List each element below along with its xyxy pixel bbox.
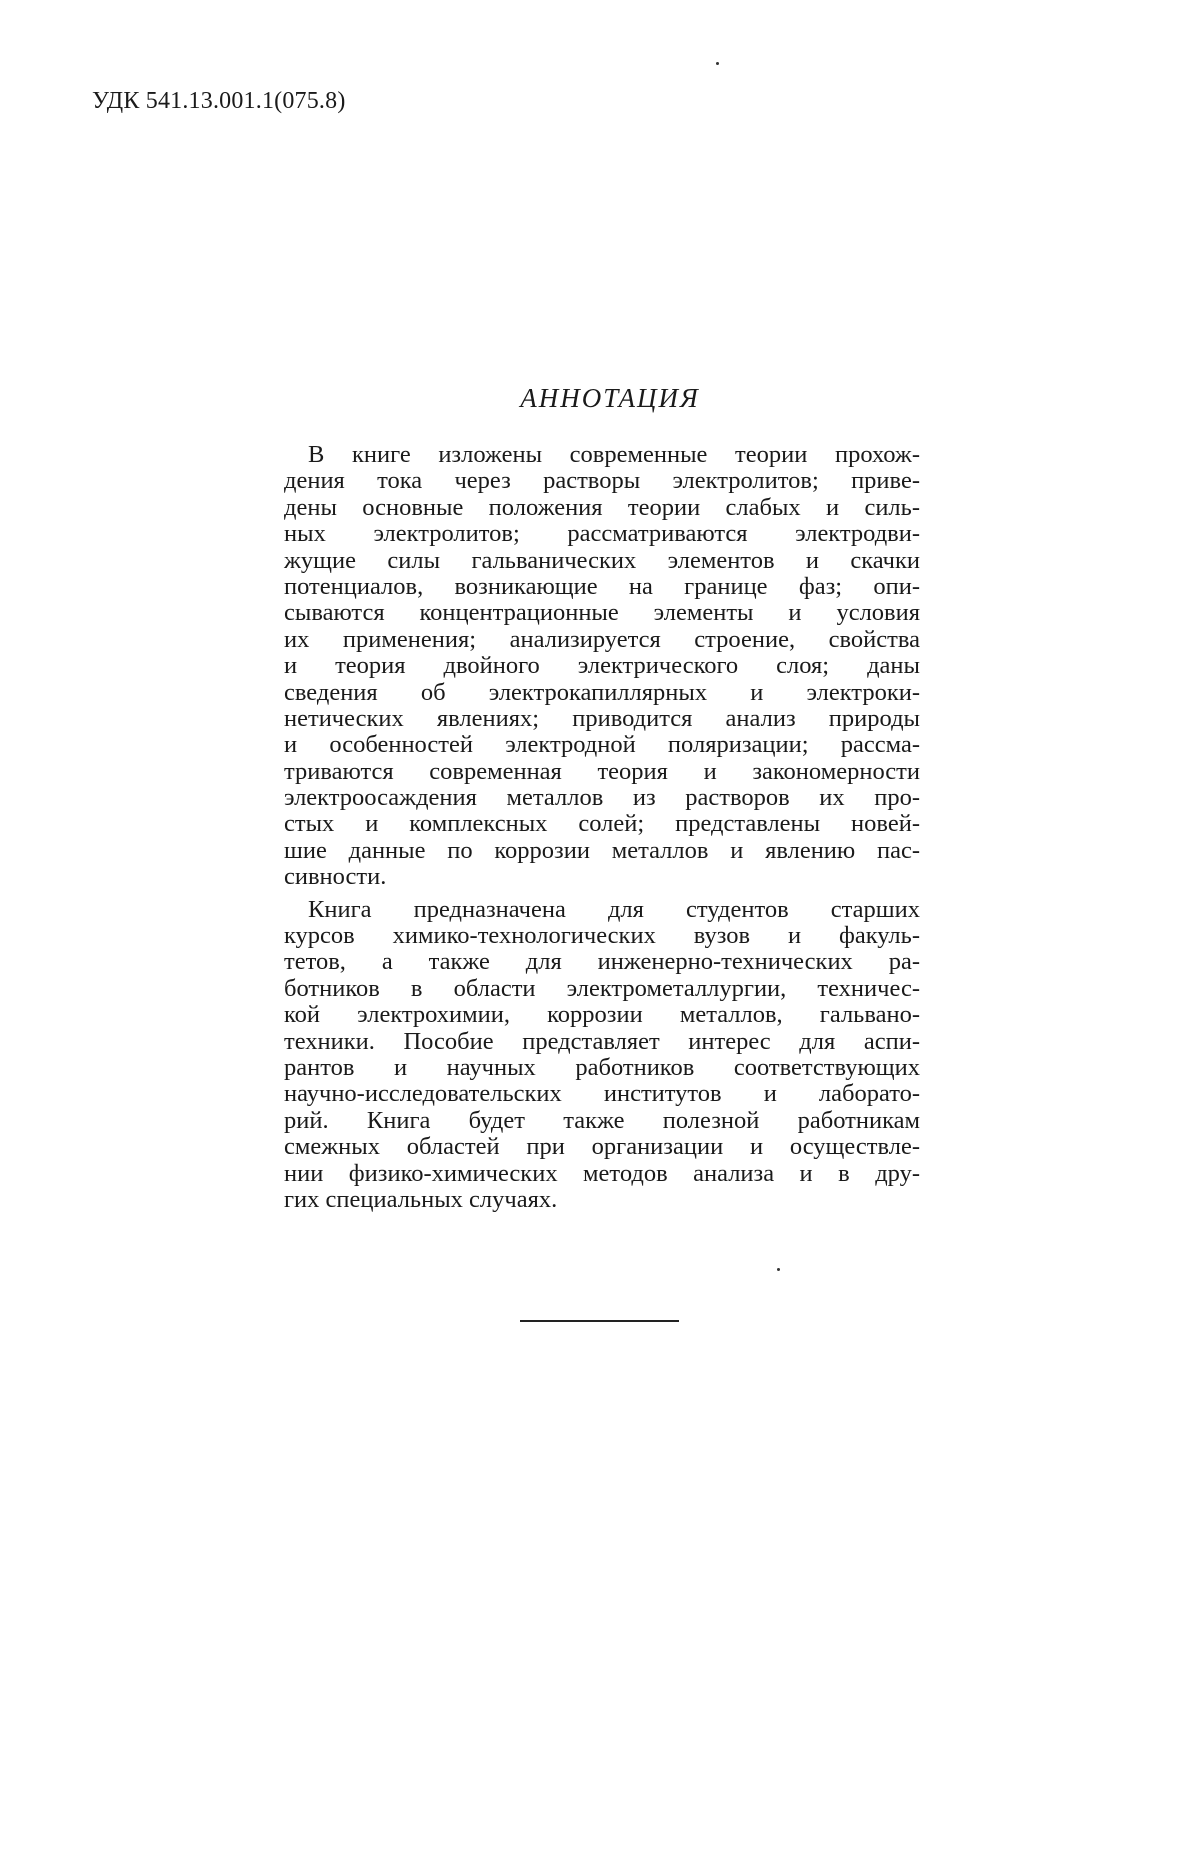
text-line: электроосаждения металлов из растворов их про- bbox=[284, 784, 920, 812]
text-line: техники. Пособие представляет интерес для аспи- bbox=[284, 1027, 920, 1055]
annotation-title: АННОТАЦИЯ bbox=[520, 383, 700, 413]
scan-speck bbox=[777, 1268, 780, 1271]
text-line: триваются современная теория и закономерности bbox=[284, 757, 920, 785]
text-line: рантов и научных работников соответствующих bbox=[284, 1053, 920, 1081]
scan-speck bbox=[716, 62, 719, 65]
text-line: гих специальных случаях. bbox=[284, 1185, 558, 1213]
closing-rule bbox=[520, 1320, 679, 1322]
text-line: В книге изложены современные теории прохож- bbox=[308, 441, 920, 468]
text-line: потенциалов, возникающие на границе фаз; опи- bbox=[284, 572, 920, 600]
annotation-paragraph-2 bbox=[284, 897, 920, 1214]
annotation-paragraph-1 bbox=[284, 442, 920, 891]
udk-code: УДК 541.13.001.1(075.8) bbox=[92, 88, 346, 114]
text-line: жущие силы гальванических элементов и скачки bbox=[284, 546, 920, 574]
text-line: научно-исследовательских институтов и лаборато- bbox=[284, 1080, 920, 1108]
text-line: смежных областей при организации и осуществле- bbox=[284, 1133, 920, 1161]
text-line: сивности. bbox=[284, 863, 387, 891]
text-line: курсов химико-технологических вузов и факуль- bbox=[284, 922, 920, 950]
text-line: дения тока через растворы электролитов; приве- bbox=[284, 467, 920, 495]
text-line: нии физико-химических методов анализа и в дру- bbox=[284, 1159, 920, 1187]
text-line: дены основные положения теории слабых и силь- bbox=[284, 493, 920, 521]
text-line: сведения об электрокапиллярных и электроки- bbox=[284, 678, 920, 706]
text-line: ных электролитов; рассматриваются электродви- bbox=[284, 520, 920, 548]
text-line: тетов, а также для инженерно-технических ра- bbox=[284, 948, 920, 976]
text-line: кой электрохимии, коррозии металлов, гальвано- bbox=[284, 1001, 920, 1029]
annotation-body bbox=[284, 442, 920, 1213]
text-line: и особенностей электродной поляризации; рассма- bbox=[284, 731, 920, 759]
text-line: нетических явлениях; приводится анализ природы bbox=[284, 704, 920, 732]
text-line: ботников в области электрометаллургии, техничес- bbox=[284, 974, 920, 1002]
text-line: и теория двойного электрического слоя; даны bbox=[284, 652, 920, 680]
text-line: Книга предназначена для студентов старших bbox=[308, 895, 920, 923]
text-line: их применения; анализируется строение, свойства bbox=[284, 625, 920, 653]
text-line: сываются концентрационные элементы и условия bbox=[284, 599, 920, 627]
text-line: рий. Книга будет также полезной работникам bbox=[284, 1106, 920, 1134]
text-line: шие данные по коррозии металлов и явлению пас- bbox=[284, 836, 920, 864]
text-line: стых и комплексных солей; представлены новей- bbox=[284, 810, 920, 838]
